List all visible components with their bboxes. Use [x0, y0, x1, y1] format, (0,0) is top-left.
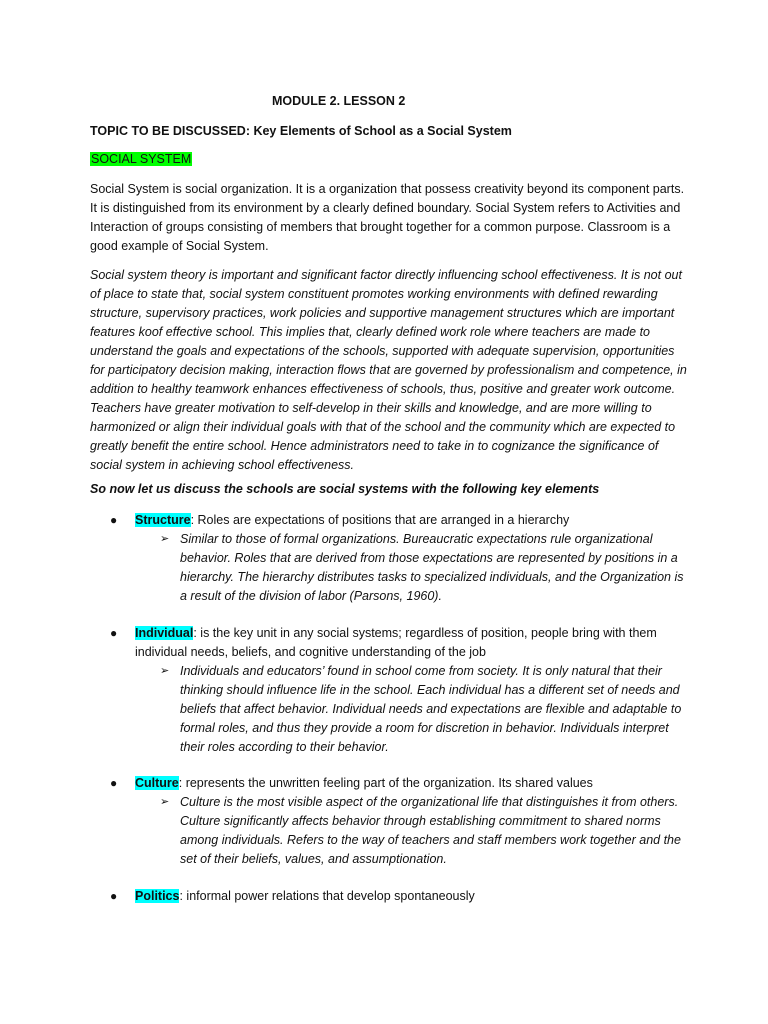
element-definition: : represents the unwritten feeling part of the organization. Its shared values: [178, 776, 593, 790]
element-term: Culture: [135, 776, 179, 790]
element-detail: [160, 530, 690, 606]
list-item-structure: [90, 511, 690, 606]
bullet-dot-icon: ●: [110, 513, 118, 527]
element-detail-text: Similar to those of formal organizations. Bureaucratic expectations rule organizational behavior. Roles that are derived from those expectations are represented by positions in a hierarchy. The hierarchy distributes tasks to specialized individuals, and the Organization is a result of the division of labor (Parsons, 1960).: [180, 532, 684, 603]
element-detail: [160, 793, 690, 869]
arrowhead-bullet-icon: ➢: [160, 533, 170, 545]
element-term: Structure: [135, 513, 191, 527]
list-item-individual: [90, 624, 690, 757]
bullet-dot-icon: ●: [110, 776, 118, 790]
element-definition: : informal power relations that develop spontaneously: [179, 889, 475, 903]
theory-paragraph: Social system theory is important and significant factor directly influencing school effectiveness. It is not out of place to state that, social system constituent promotes working environments with defined rewarding structure, supervisory practices, work policies and supportive management structures which are important features koof effective school. This implies that, clearly defined work role where teachers are made to understand the goals and expectations of the schools, supported with adequate supervision, opportunities for participatory decision making, interaction flows that are governed by professionalism and competence, in addition to healthy teamwork enhances effectiveness of schools, thus, positive and greater work outcome. Teachers have greater motivation to self-develop in their skills and knowledge, and are more willing to harmonized or align their individual goals with that of the school and the community which are expected to greatly benefit the entire school. Hence administrators need to take in to cognizance the significance of social system in achieving school effectiveness.: [90, 268, 687, 472]
element-term: Politics: [135, 889, 180, 903]
arrowhead-bullet-icon: ➢: [160, 665, 170, 677]
element-definition: : Roles are expectations of positions that are arranged in a hierarchy: [190, 513, 570, 527]
element-definition: : is the key unit in any social systems; regardless of position, people bring with them individual needs, beliefs, and cognitive understanding of the job: [135, 626, 657, 659]
lead-in-text: So now let us discuss the schools are social systems with the following key elements: [90, 482, 600, 496]
bullet-dot-icon: ●: [110, 889, 118, 903]
intro-paragraph: Social System is social organization. It is a organization that possess creativity beyond its component parts. It is distinguished from its environment by a clearly defined boundary. Social System refers to Activities and Interaction of groups consisting of members that brought together for a common purpose. Classroom is a good example of Social System.: [90, 182, 685, 253]
element-heading: [135, 887, 690, 906]
element-term: Individual: [135, 626, 194, 640]
element-heading: [135, 511, 690, 530]
list-item-politics: [90, 887, 690, 906]
section-heading: SOCIAL SYSTEM: [91, 152, 192, 166]
element-detail: [160, 662, 690, 757]
element-heading: [135, 774, 690, 793]
topic-heading: TOPIC TO BE DISCUSSED: Key Elements of School as a Social System: [90, 124, 512, 138]
element-detail-text: Culture is the most visible aspect of the organizational life that distinguishes it from others. Culture significantly affects behavior through establishing commitment to shared norms among individuals. Refers to the way of teachers and staff members work together and the set of their beliefs, values, and assumptionation.: [180, 795, 681, 866]
module-title: MODULE 2. LESSON 2: [272, 94, 406, 108]
element-detail-text: Individuals and educators’ found in school come from society. It is only natural that their thinking should influence life in the school. Each individual has a different set of needs and beliefs that affect behavior. Individual needs and expectations are flexible and adaptable to formal roles, and thus they provide a room for discretion in behavior. Individuals interpret their roles according to their behavior.: [180, 664, 682, 754]
bullet-dot-icon: ●: [110, 626, 118, 640]
list-item-culture: [90, 774, 690, 869]
element-heading: [135, 624, 690, 662]
arrowhead-bullet-icon: ➢: [160, 796, 170, 808]
